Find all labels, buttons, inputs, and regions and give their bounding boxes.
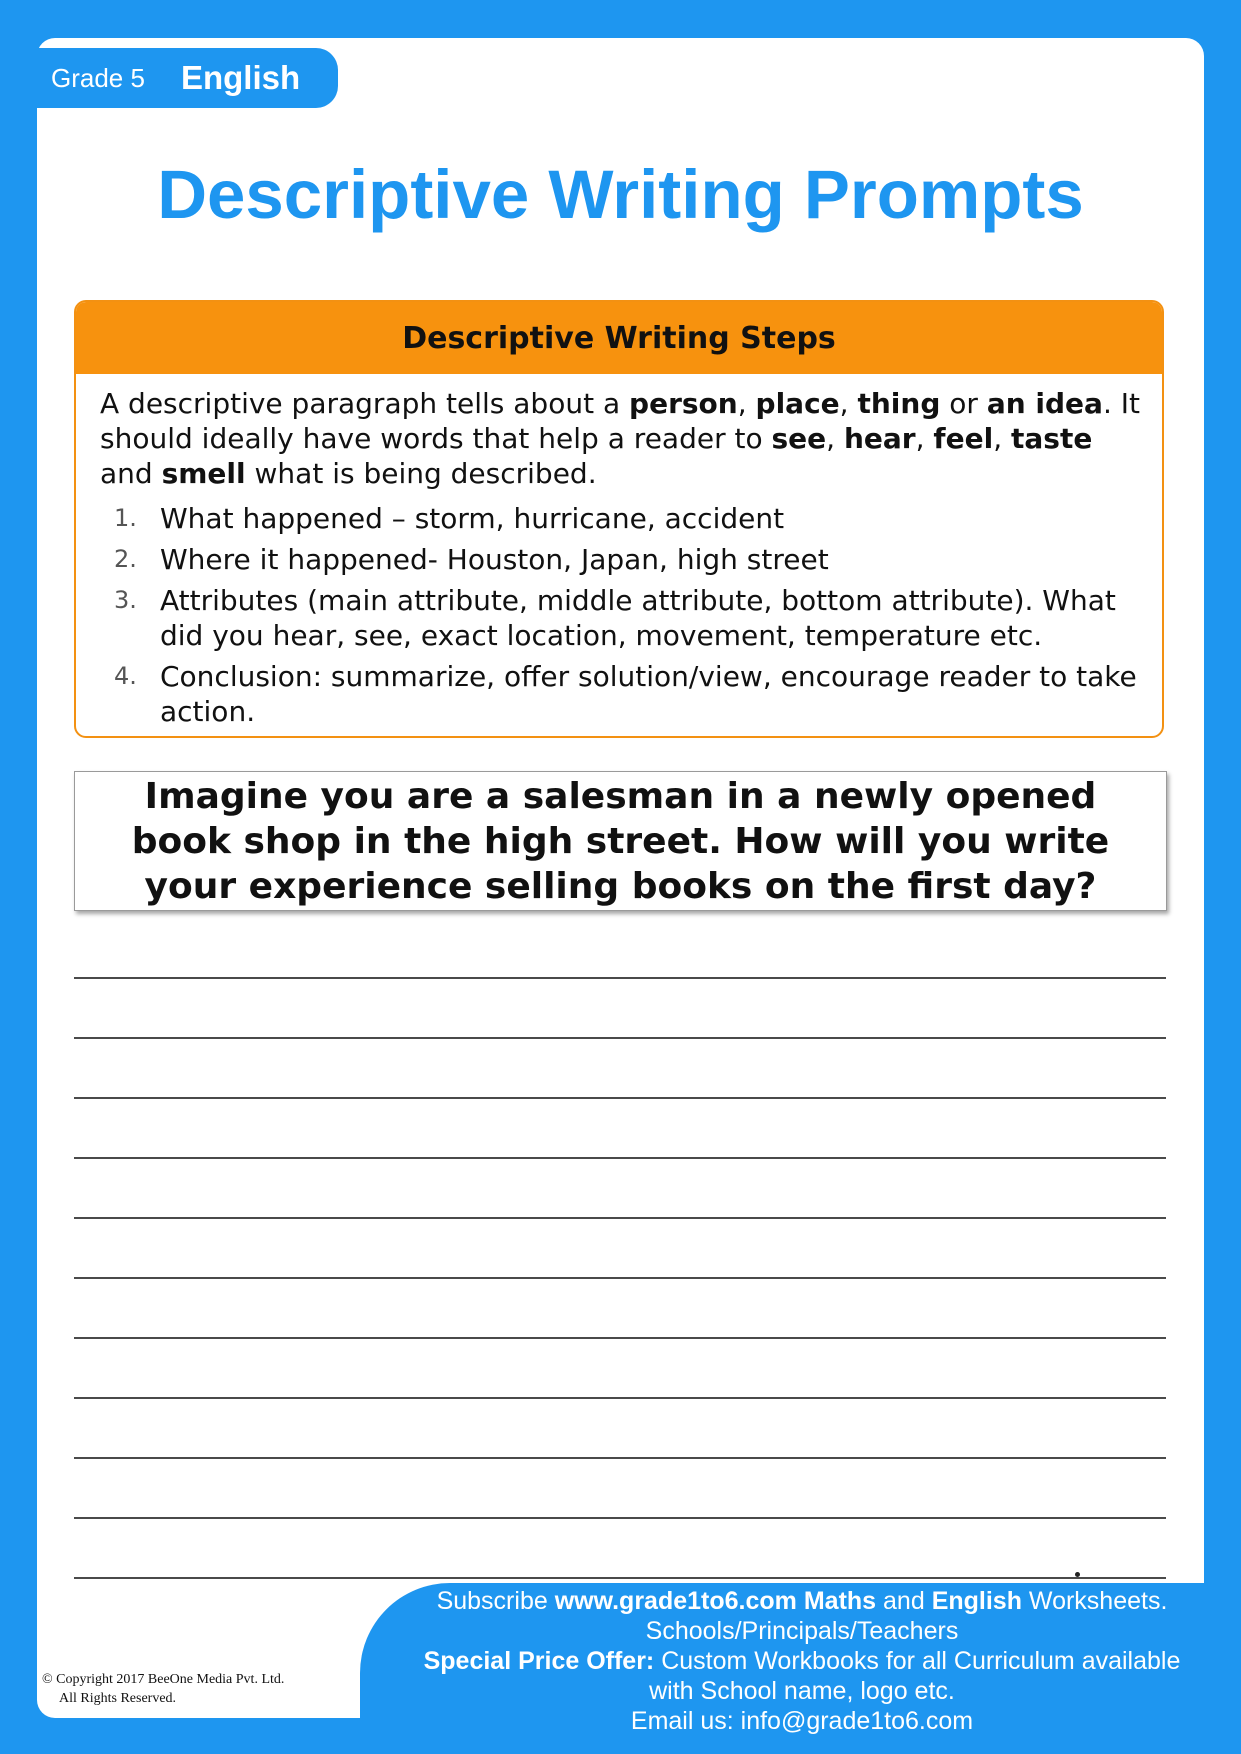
footer-text <box>372 1586 1232 1736</box>
copyright-notice <box>42 1670 284 1708</box>
footer-email-line[interactable]: Email us: info@grade1to6.com <box>630 1707 974 1735</box>
step-text: Attributes (main attribute, middle attribute, bottom attribute). What did you hear, see, exact location, movement, temperature etc. <box>160 584 1116 652</box>
steps-title: Descriptive Writing Steps <box>402 320 836 356</box>
step-text: Conclusion: summarize, offer solution/view, encourage reader to take action. <box>160 660 1137 728</box>
writing-line <box>74 1037 1166 1039</box>
footer-offer-line: Special Price Offer: Custom Workbooks for all Curriculum available <box>423 1647 1181 1675</box>
writing-line <box>74 1577 1166 1579</box>
footer-audience-line: Schools/Principals/Teachers <box>645 1617 959 1645</box>
line-end-dot <box>1075 1572 1080 1577</box>
writing-line <box>74 977 1166 979</box>
writing-line <box>74 1277 1166 1279</box>
step-number: 4. <box>114 662 137 690</box>
subject-label: English <box>180 59 301 96</box>
writing-line <box>74 1337 1166 1339</box>
prompt-text: Imagine you are a salesman in a newly opened book shop in the high street. How will you write your experience selling books on the first day? <box>131 775 1110 907</box>
step-number: 2. <box>114 545 137 573</box>
writing-line <box>74 1217 1166 1219</box>
copyright-line: © Copyright 2017 BeeOne Media Pvt. Ltd. <box>42 1672 285 1687</box>
writing-line <box>74 1397 1166 1399</box>
rights-line: All Rights Reserved. <box>59 1691 177 1706</box>
steps-intro: A descriptive paragraph tells about a person, place, thing or an idea. It should ideally have words that help a reader to see, hear, feel, taste and smell what is being described. <box>100 387 1140 490</box>
writing-line <box>74 1457 1166 1459</box>
footer-subscribe-line: Subscribe www.grade1to6.com Maths and English Worksheets. <box>436 1587 1168 1615</box>
step-text: Where it happened- Houston, Japan, high street <box>160 543 829 576</box>
step-text: What happened – storm, hurricane, accident <box>160 502 785 535</box>
writing-line <box>74 1157 1166 1159</box>
footer-offer-detail: with School name, logo etc. <box>649 1677 955 1705</box>
writing-area[interactable] <box>74 0 1166 1600</box>
grade-label: Grade 5 <box>51 62 145 93</box>
writing-line <box>74 1517 1166 1519</box>
writing-line <box>74 1097 1166 1099</box>
page-title: Descriptive Writing Prompts <box>157 156 1084 233</box>
step-number: 1. <box>114 504 137 532</box>
step-number: 3. <box>114 586 137 614</box>
